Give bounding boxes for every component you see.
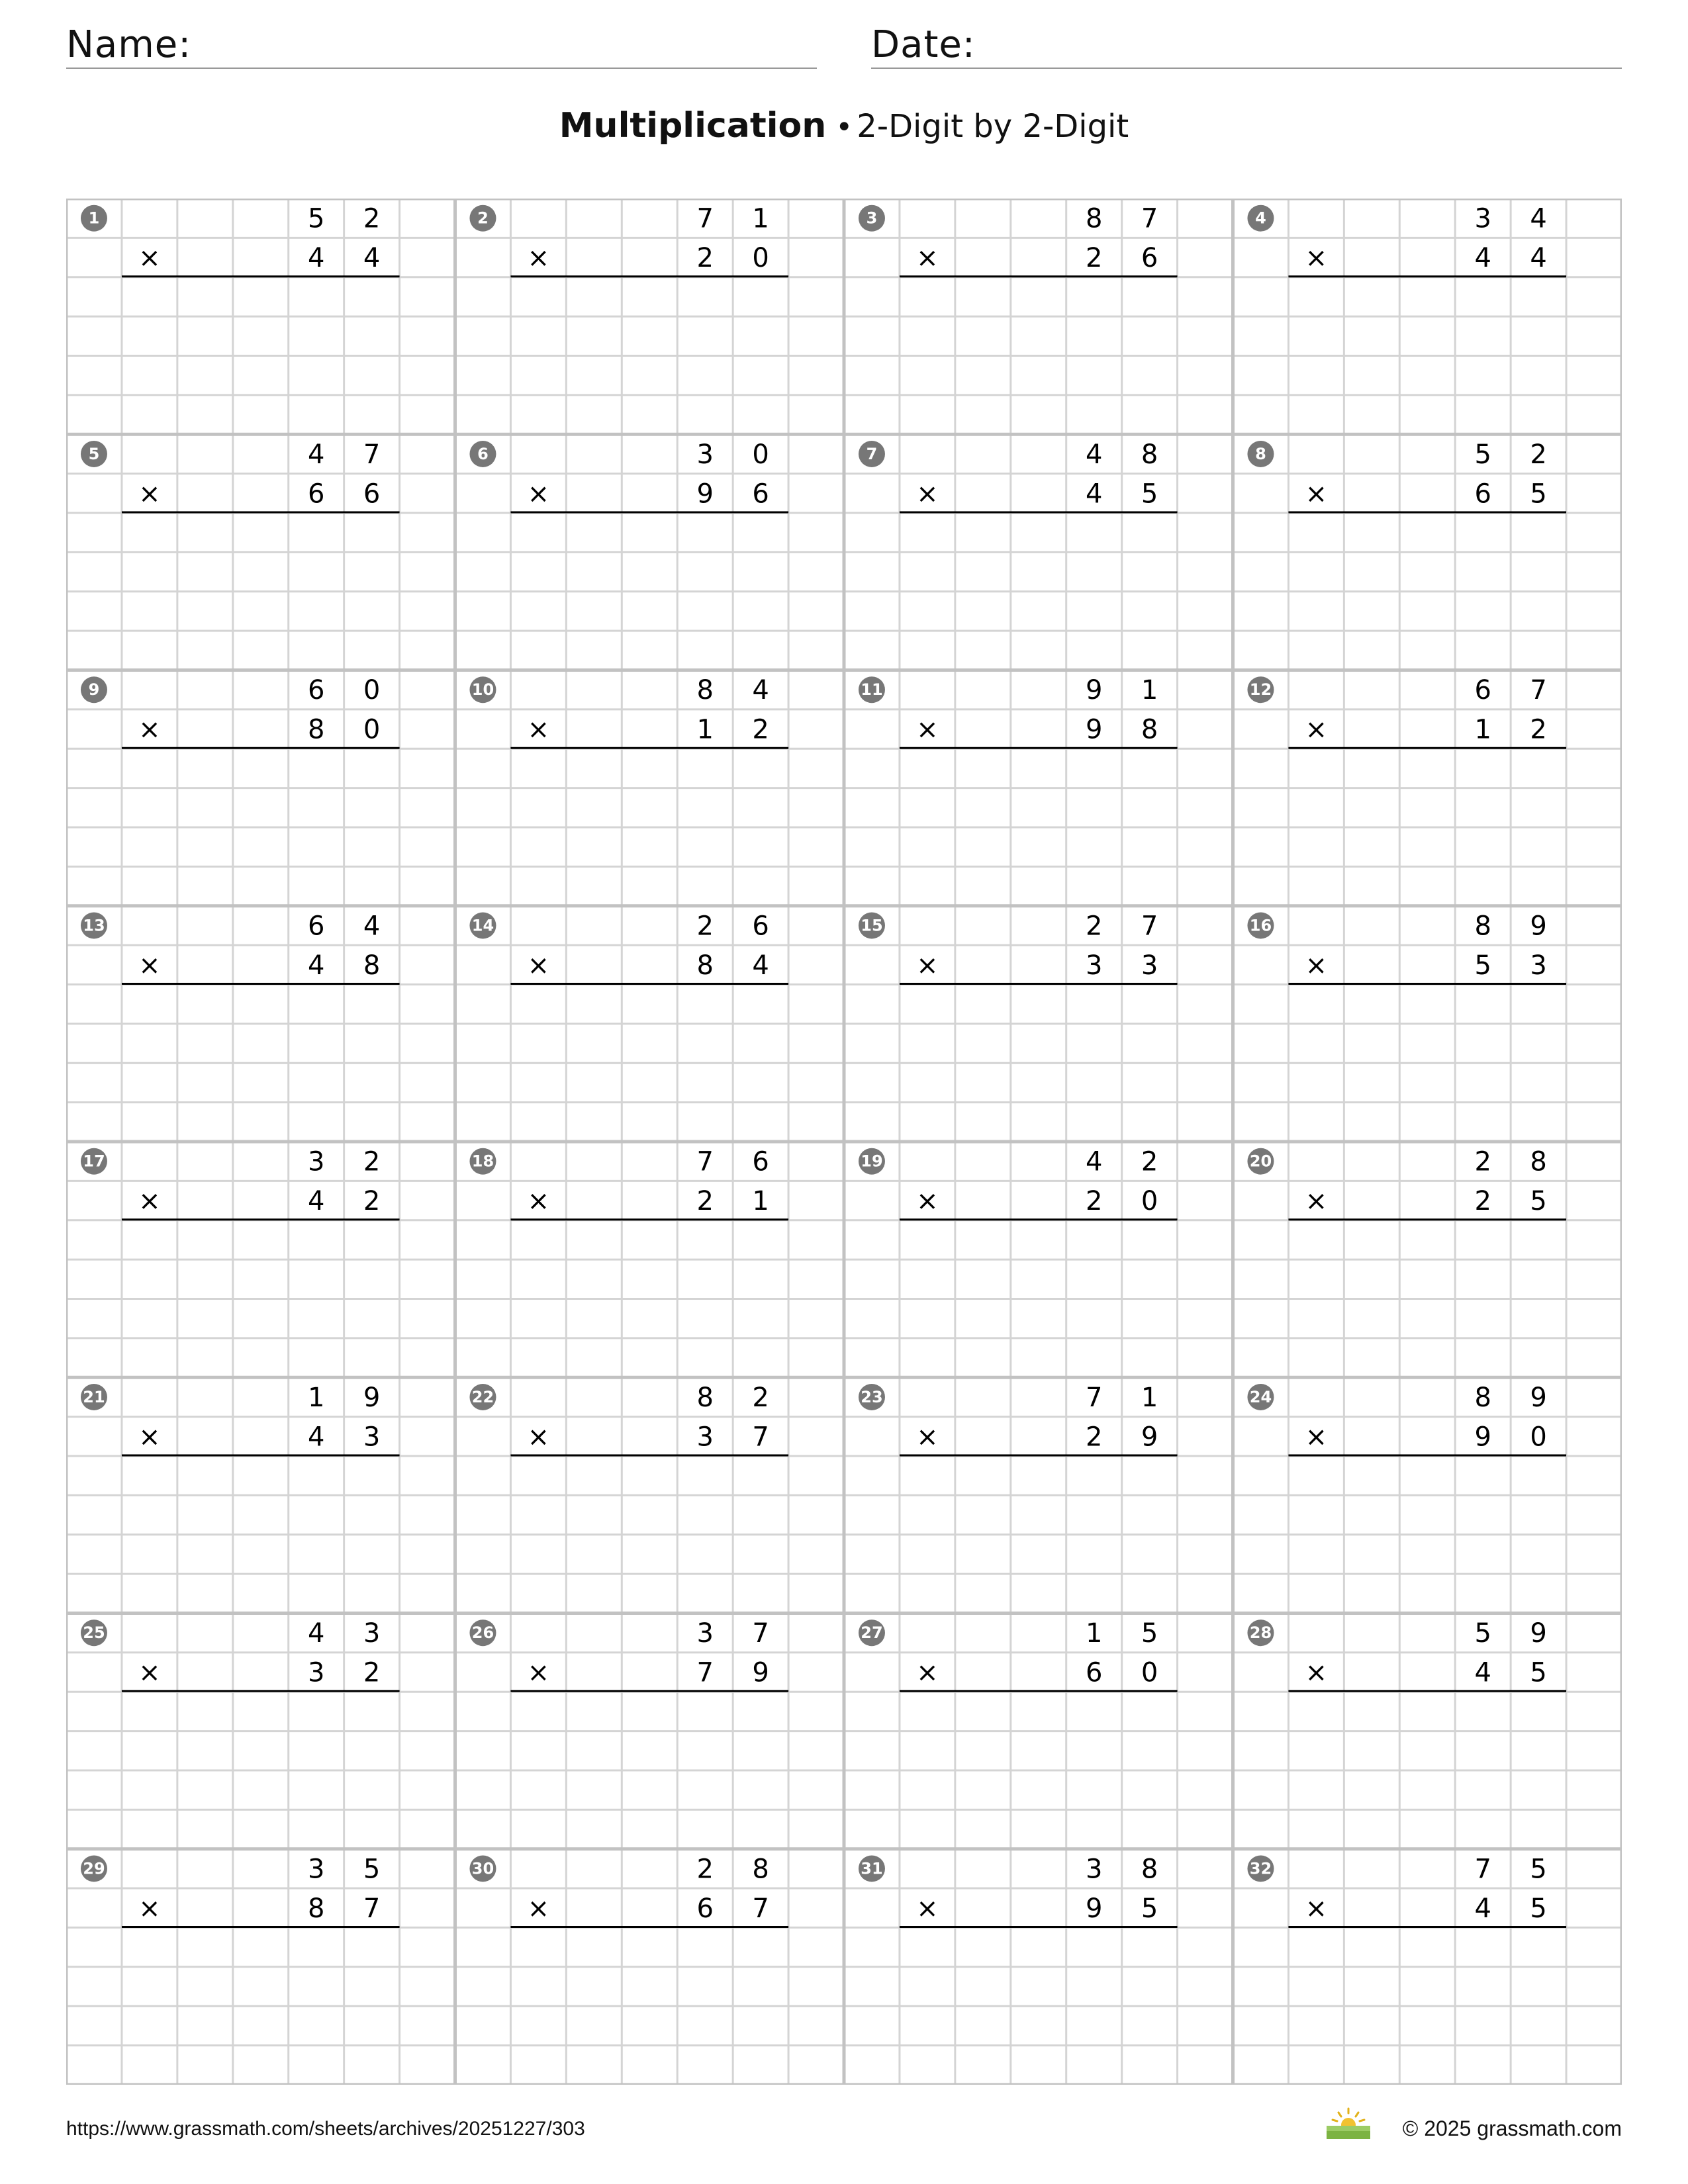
top-ones-digit: 7 (1141, 911, 1158, 942)
top-tens-digit: 4 (307, 1618, 325, 1649)
bottom-ones-digit: 5 (1530, 1893, 1547, 1924)
top-tens-digit: 5 (1474, 439, 1491, 470)
multiply-sign: × (527, 1186, 550, 1217)
top-tens-digit: 4 (1085, 439, 1103, 470)
bottom-tens-digit: 6 (1085, 1657, 1103, 1688)
multiply-sign: × (1305, 1657, 1328, 1688)
top-tens-digit: 6 (307, 675, 325, 706)
bottom-ones-digit: 8 (363, 950, 381, 981)
multiply-sign: × (1305, 950, 1328, 981)
bottom-tens-digit: 2 (1474, 1186, 1491, 1217)
bottom-ones-digit: 3 (1141, 950, 1158, 981)
problem (859, 675, 1178, 748)
bottom-tens-digit: 4 (307, 243, 325, 274)
bottom-tens-digit: 6 (307, 478, 325, 510)
multiply-sign: × (138, 243, 161, 274)
top-ones-digit: 8 (1141, 439, 1158, 470)
top-ones-digit: 5 (1530, 1854, 1547, 1885)
top-ones-digit: 1 (752, 203, 769, 234)
top-tens-digit: 9 (1085, 675, 1103, 706)
multiply-sign: × (916, 950, 939, 981)
bottom-ones-digit: 7 (752, 1422, 769, 1453)
top-ones-digit: 7 (1530, 675, 1547, 706)
multiply-sign: × (527, 478, 550, 510)
problem (859, 204, 1178, 277)
problem-number: 4 (1255, 208, 1266, 228)
top-ones-digit: 2 (363, 1146, 381, 1177)
top-ones-digit: 2 (752, 1382, 769, 1413)
problem (81, 204, 400, 277)
bottom-ones-digit: 7 (752, 1893, 769, 1924)
bottom-tens-digit: 2 (1085, 243, 1103, 274)
bottom-ones-digit: 5 (1530, 1186, 1547, 1217)
multiply-sign: × (527, 243, 550, 274)
top-ones-digit: 3 (363, 1618, 381, 1649)
problem-number: 22 (471, 1387, 494, 1406)
bottom-ones-digit: 6 (1141, 243, 1158, 274)
bottom-tens-digit: 2 (1085, 1186, 1103, 1217)
bottom-tens-digit: 6 (696, 1893, 714, 1924)
top-tens-digit: 7 (1474, 1854, 1491, 1885)
problem (859, 1383, 1178, 1455)
title-subtitle: 2-Digit by 2-Digit (857, 108, 1129, 145)
problem-number: 2 (477, 208, 489, 228)
top-tens-digit: 8 (1085, 203, 1103, 234)
top-ones-digit: 4 (752, 675, 769, 706)
top-tens-digit: 3 (1474, 203, 1491, 234)
top-tens-digit: 5 (1474, 1618, 1491, 1649)
top-tens-digit: 3 (696, 1618, 714, 1649)
multiply-sign: × (916, 1657, 939, 1688)
problem (1247, 1618, 1566, 1691)
problem (469, 675, 788, 748)
problem (81, 675, 400, 748)
top-tens-digit: 8 (1474, 911, 1491, 942)
grid-major-lines (66, 199, 1622, 2085)
problem (469, 204, 788, 277)
problem (81, 911, 400, 983)
bottom-tens-digit: 4 (307, 1186, 325, 1217)
top-tens-digit: 8 (696, 1382, 714, 1413)
bottom-tens-digit: 4 (1474, 243, 1491, 274)
problem (1247, 675, 1566, 748)
multiply-sign: × (916, 714, 939, 745)
problem-grid (66, 199, 1622, 2085)
bottom-ones-digit: 9 (752, 1657, 769, 1688)
top-tens-digit: 1 (1085, 1618, 1103, 1649)
problem (1247, 1147, 1566, 1220)
problem-number: 10 (471, 680, 494, 700)
top-ones-digit: 7 (363, 439, 381, 470)
top-ones-digit: 9 (363, 1382, 381, 1413)
bottom-tens-digit: 8 (696, 950, 714, 981)
bottom-ones-digit: 4 (363, 243, 381, 274)
top-ones-digit: 6 (752, 911, 769, 942)
bottom-ones-digit: 6 (363, 478, 381, 510)
top-ones-digit: 5 (363, 1854, 381, 1885)
problem (859, 1618, 1178, 1691)
bottom-tens-digit: 2 (1085, 1422, 1103, 1453)
bottom-ones-digit: 5 (1530, 478, 1547, 510)
bottom-ones-digit: 5 (1141, 1893, 1158, 1924)
problem-number: 1 (88, 208, 100, 228)
multiply-sign: × (916, 243, 939, 274)
problem (81, 1618, 400, 1691)
top-ones-digit: 9 (1530, 911, 1547, 942)
bottom-tens-digit: 7 (696, 1657, 714, 1688)
problem (1247, 1854, 1566, 1927)
bottom-tens-digit: 9 (1085, 714, 1103, 745)
top-tens-digit: 7 (1085, 1382, 1103, 1413)
name-label: Name: (66, 23, 192, 66)
name-underline (66, 68, 817, 69)
bottom-ones-digit: 6 (752, 478, 769, 510)
bottom-tens-digit: 4 (307, 1422, 325, 1453)
problem-number: 31 (861, 1859, 883, 1878)
top-tens-digit: 8 (696, 675, 714, 706)
multiply-sign: × (1305, 714, 1328, 745)
name-field[interactable] (66, 23, 817, 69)
bottom-tens-digit: 6 (1474, 478, 1491, 510)
bottom-tens-digit: 1 (1474, 714, 1491, 745)
bottom-ones-digit: 0 (363, 714, 381, 745)
problem (469, 439, 788, 512)
top-ones-digit: 1 (1141, 1382, 1158, 1413)
problem-number: 16 (1249, 916, 1272, 935)
problem (1247, 1383, 1566, 1455)
top-tens-digit: 7 (696, 1146, 714, 1177)
multiply-sign: × (138, 714, 161, 745)
bottom-tens-digit: 5 (1474, 950, 1491, 981)
top-ones-digit: 4 (363, 911, 381, 942)
bottom-tens-digit: 4 (1474, 1893, 1491, 1924)
multiply-sign: × (527, 1893, 550, 1924)
top-ones-digit: 1 (1141, 675, 1158, 706)
top-tens-digit: 2 (696, 911, 714, 942)
problem-number: 32 (1249, 1859, 1272, 1878)
multiply-sign: × (527, 950, 550, 981)
problem (81, 1854, 400, 1927)
bottom-tens-digit: 9 (1085, 1893, 1103, 1924)
bottom-ones-digit: 9 (1141, 1422, 1158, 1453)
bottom-ones-digit: 0 (1530, 1422, 1547, 1453)
problem (859, 1147, 1178, 1220)
problem-number: 3 (866, 208, 878, 228)
multiply-sign: × (138, 478, 161, 510)
date-label: Date: (871, 23, 976, 66)
bottom-tens-digit: 9 (1474, 1422, 1491, 1453)
bottom-ones-digit: 8 (1141, 714, 1158, 745)
bottom-tens-digit: 8 (307, 714, 325, 745)
bottom-ones-digit: 3 (1530, 950, 1547, 981)
problem (1247, 439, 1566, 512)
problem-number: 21 (83, 1387, 105, 1406)
problem (81, 439, 400, 512)
top-ones-digit: 8 (1530, 1146, 1547, 1177)
top-tens-digit: 3 (696, 439, 714, 470)
multiply-sign: × (1305, 1893, 1328, 1924)
bottom-ones-digit: 2 (752, 714, 769, 745)
top-ones-digit: 9 (1530, 1382, 1547, 1413)
problem-number: 23 (861, 1387, 883, 1406)
multiply-sign: × (138, 1657, 161, 1688)
bottom-ones-digit: 1 (752, 1186, 769, 1217)
title-separator: • (835, 111, 853, 144)
problem-number: 15 (861, 916, 883, 935)
problem (469, 1147, 788, 1220)
problem-number: 24 (1249, 1387, 1272, 1406)
top-ones-digit: 2 (1530, 439, 1547, 470)
top-tens-digit: 3 (307, 1146, 325, 1177)
top-tens-digit: 6 (1474, 675, 1491, 706)
top-ones-digit: 5 (1141, 1618, 1158, 1649)
problem (81, 1147, 400, 1220)
multiply-sign: × (916, 1893, 939, 1924)
top-ones-digit: 7 (1141, 203, 1158, 234)
problem-number: 12 (1249, 680, 1272, 700)
top-tens-digit: 2 (1474, 1146, 1491, 1177)
problem-number: 29 (83, 1859, 105, 1878)
problem-number: 19 (861, 1152, 883, 1171)
problem-number: 17 (83, 1152, 105, 1171)
bottom-ones-digit: 4 (1530, 243, 1547, 274)
top-ones-digit: 0 (752, 439, 769, 470)
problem (859, 911, 1178, 983)
multiply-sign: × (916, 1186, 939, 1217)
problem-number: 14 (471, 916, 494, 935)
date-underline (871, 68, 1622, 69)
top-tens-digit: 4 (1085, 1146, 1103, 1177)
problem-number: 5 (88, 444, 100, 463)
top-ones-digit: 9 (1530, 1618, 1547, 1649)
bottom-ones-digit: 2 (363, 1186, 381, 1217)
bottom-ones-digit: 5 (1530, 1657, 1547, 1688)
bottom-ones-digit: 7 (363, 1893, 381, 1924)
multiply-sign: × (138, 1422, 161, 1453)
bottom-ones-digit: 0 (1141, 1186, 1158, 1217)
top-ones-digit: 7 (752, 1618, 769, 1649)
problem-number: 13 (83, 916, 105, 935)
bottom-tens-digit: 4 (307, 950, 325, 981)
problem (469, 1618, 788, 1691)
problem (1247, 911, 1566, 983)
date-field[interactable] (871, 23, 1622, 69)
top-tens-digit: 8 (1474, 1382, 1491, 1413)
multiply-sign: × (1305, 1186, 1328, 1217)
multiply-sign: × (138, 950, 161, 981)
bottom-tens-digit: 2 (696, 243, 714, 274)
grass-sun-logo-icon (1325, 2107, 1372, 2140)
multiply-sign: × (527, 1657, 550, 1688)
top-tens-digit: 1 (307, 1382, 325, 1413)
top-tens-digit: 2 (1085, 911, 1103, 942)
problem-number: 20 (1249, 1152, 1272, 1171)
bottom-ones-digit: 0 (1141, 1657, 1158, 1688)
problem (859, 1854, 1178, 1927)
top-tens-digit: 3 (1085, 1854, 1103, 1885)
bottom-tens-digit: 3 (1085, 950, 1103, 981)
multiply-sign: × (527, 1422, 550, 1453)
top-ones-digit: 4 (1530, 203, 1547, 234)
problem (469, 1383, 788, 1455)
footer-url: https://www.grassmath.com/sheets/archives/20251227/303 (66, 2118, 585, 2140)
problem-number: 30 (471, 1859, 494, 1878)
multiply-sign: × (1305, 478, 1328, 510)
bottom-tens-digit: 4 (1085, 478, 1103, 510)
bottom-tens-digit: 8 (307, 1893, 325, 1924)
problem (1247, 204, 1566, 277)
top-tens-digit: 4 (307, 439, 325, 470)
top-tens-digit: 6 (307, 911, 325, 942)
bottom-ones-digit: 5 (1141, 478, 1158, 510)
multiply-sign: × (916, 478, 939, 510)
top-tens-digit: 5 (307, 203, 325, 234)
top-ones-digit: 6 (752, 1146, 769, 1177)
bottom-ones-digit: 3 (363, 1422, 381, 1453)
bottom-tens-digit: 3 (696, 1422, 714, 1453)
problem-number: 28 (1249, 1623, 1272, 1643)
bottom-tens-digit: 4 (1474, 1657, 1491, 1688)
top-tens-digit: 7 (696, 203, 714, 234)
bottom-ones-digit: 2 (363, 1657, 381, 1688)
problem (859, 439, 1178, 512)
problem-number: 11 (861, 680, 883, 700)
multiply-sign: × (1305, 243, 1328, 274)
problem-number: 18 (471, 1152, 494, 1171)
top-tens-digit: 3 (307, 1854, 325, 1885)
problem-number: 25 (83, 1623, 105, 1643)
top-ones-digit: 8 (1141, 1854, 1158, 1885)
problem (469, 1854, 788, 1927)
bottom-tens-digit: 9 (696, 478, 714, 510)
problem (469, 911, 788, 983)
multiply-sign: × (1305, 1422, 1328, 1453)
top-tens-digit: 2 (696, 1854, 714, 1885)
problem-number: 8 (1255, 444, 1266, 463)
bottom-ones-digit: 0 (752, 243, 769, 274)
top-ones-digit: 2 (363, 203, 381, 234)
multiply-sign: × (527, 714, 550, 745)
bottom-ones-digit: 2 (1530, 714, 1547, 745)
problem-number: 9 (88, 680, 100, 700)
multiply-sign: × (138, 1186, 161, 1217)
bottom-ones-digit: 4 (752, 950, 769, 981)
top-ones-digit: 8 (752, 1854, 769, 1885)
problem-number: 27 (861, 1623, 883, 1643)
problem-number: 7 (866, 444, 878, 463)
problem (81, 1383, 400, 1455)
footer-copyright: © 2025 grassmath.com (1402, 2116, 1622, 2140)
multiply-sign: × (916, 1422, 939, 1453)
problem-number: 26 (471, 1623, 494, 1643)
multiply-sign: × (138, 1893, 161, 1924)
bottom-tens-digit: 3 (307, 1657, 325, 1688)
problem-number: 6 (477, 444, 489, 463)
title-main: Multiplication (559, 106, 827, 146)
top-ones-digit: 0 (363, 675, 381, 706)
bottom-tens-digit: 1 (696, 714, 714, 745)
bottom-tens-digit: 2 (696, 1186, 714, 1217)
worksheet-title (0, 106, 1688, 146)
top-ones-digit: 2 (1141, 1146, 1158, 1177)
